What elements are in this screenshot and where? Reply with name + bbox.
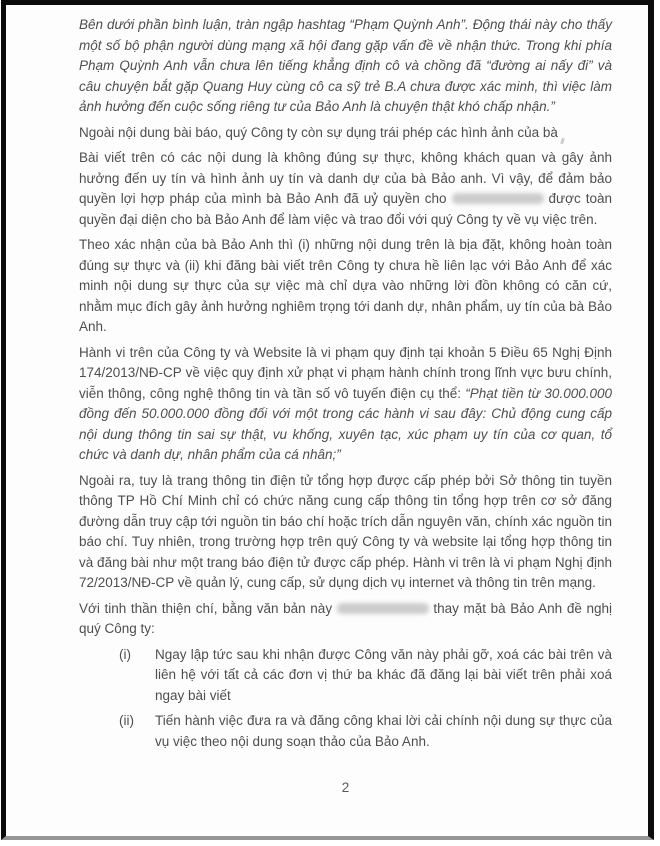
text-run: được toàn quyền đại diện cho bà Bảo Anh để làm việc và trao đổi với quý Công ty về vụ việc trên. <box>79 191 612 227</box>
page-number: 2 <box>341 780 350 795</box>
redacted-name <box>337 603 429 614</box>
list-item-marker: (ii) <box>119 713 134 728</box>
text-run: thay mặt bà Bảo Anh đề nghị quý Công ty: <box>79 600 612 636</box>
text-run: Ngay lập tức sau khi nhận được Công văn này phải gỡ, xoá các bài trên và liên hệ với tất cả các đơn vị thứ ba khác đã đăng lại bài viết trên phải xoá ngay bài viết <box>155 646 612 703</box>
paragraph <box>79 148 612 230</box>
text-run: Ngoài nội dung bài báo, quý Công ty còn sự dụng trái phép các hình ảnh của bà <box>79 124 558 140</box>
text-run: Hành vi trên của Công ty và Website là vi phạm quy định tại khoản 5 Điều 65 Nghị Định 174/2013/NĐ-CP về việc quy định xử phạt vi phạm hành chính trong lĩnh vực bưu chính, viễn thông, công nghệ thông tin và tần số vô tuyến điện cụ thể: <box>79 344 612 401</box>
text-run: Bài viết trên có các nội dung là không đúng sự thực, không khách quan và gây ảnh hưởng đến uy tín và hình ảnh uy tín và danh dự của bà Bảo anh. Vì vậy, để đảm bảo quyền lợi hợp pháp của mình bà Bảo Anh đã uỷ quyền cho <box>79 150 612 206</box>
text-run: Tiến hành việc đưa ra và đăng công khai lời cải chính nội dung sự thực của vụ việc theo nội dung soạn thảo của Bảo Anh. <box>155 713 612 749</box>
list-item <box>79 711 612 752</box>
list-item-text <box>155 711 612 752</box>
paragraph <box>79 343 612 466</box>
text-run: Ngoài ra, tuy là trang thông tin điện tử tổng hợp được cấp phép bởi Sở thông tin tuyền thông TP Hồ Chí Minh chỉ có chức năng cung cấp thông tin tổng hợp trên cơ sở đăng đường dẫn truy cập tới nguồn tin báo chí hoặc trích dẫn nguyên văn, chính xác nguồn tin báo chí. Tuy nhiên, trong trường hợp trên quý Công ty và website lại tổng hợp thông tin và đăng bài như một trang báo điện tử được cấp phép. Hành vi trên là vi phạm Nghị định 72/2013/NĐ-CP về quản lý, cung cấp, sử dụng dịch vụ internet và thông tin trên mạng. <box>79 472 612 590</box>
paragraph <box>79 471 612 594</box>
list-item-marker: (i) <box>119 646 131 662</box>
redacted-name <box>452 193 544 204</box>
document-page <box>6 5 648 836</box>
italic-text-run: Bên dưới phần bình luận, tràn ngập hashtag “Phạm Quỳnh Anh”. Động thái này cho thấy một số bộ phận người dùng mạng xã hội đang gặp vấn đề về nhận thức. Trong khi phía Phạm Quỳnh Anh vẫn chưa lên tiếng khẳng định cô và chồng đã “đường ai nấy đi” và câu chuyện bắt gặp Quang Huy cùng cô ca sỹ trẻ B.A chưa được xác minh, thì việc làm ảnh hưởng đến cuộc sống riêng tư của Bảo Anh là chuyện thật khó chấp nhận.” <box>79 17 612 114</box>
paragraph <box>79 235 612 338</box>
list-item-text <box>155 645 612 707</box>
scanned-page-frame <box>1 0 654 840</box>
paragraph <box>79 15 612 118</box>
text-run: Với tinh thần thiện chí, bằng văn bản này <box>79 600 337 616</box>
text-run: Theo xác nhận của bà Bảo Anh thì (i) những nội dung trên là bịa đặt, không hoàn toàn đúng sự thực và (ii) khi đăng bài viết trên Công ty chưa hề liên lạc với Bảo Anh để xác minh nội dung sự thực của sự việc mà chỉ dựa vào những lời đồn không có căn cứ, nhằm mục đích gây ảnh hưởng nghiêm trọng tới danh dự, nhân phẩm, uy tín của bà Bảo Anh. <box>79 237 612 334</box>
paragraph <box>79 599 612 640</box>
italic-text-run: “Phạt tiền từ 30.000.000 đồng đến 50.000.000 đồng đối với một trong các hành vi sau đây: Chủ động cung cấp nội dung thông tin sai sự thật, vu khống, xuyên tạc, xúc phạm uy tín của cơ quan, tổ chức và danh dự, nhân phẩm của cá nhân;” <box>79 385 612 462</box>
document-body <box>79 15 612 752</box>
paragraph <box>79 123 612 144</box>
list-item <box>79 645 612 707</box>
